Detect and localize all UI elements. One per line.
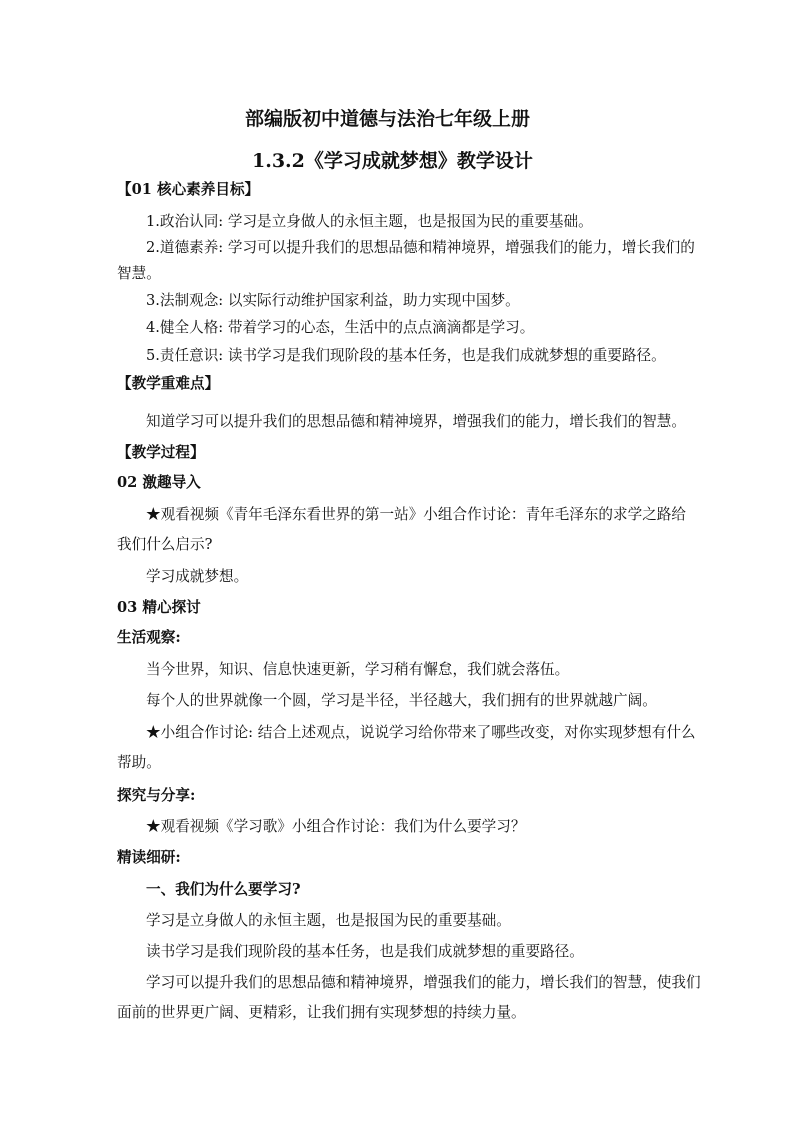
goal-item-1: 1.政治认同: 学习是立身做人的永恒主题，也是报国为民的重要基础。 <box>146 213 593 230</box>
study-paragraph-3-cont: 面前的世界更广阔、更精彩，让我们拥有实现梦想的持续力量。 <box>117 1004 526 1021</box>
goal-item-2: 2.道德素养: 学习可以提升我们的思想品德和精神境界，增强我们的能力，增长我们的 <box>146 239 695 256</box>
observe-paragraph-2: 每个人的世界就像一个圆，学习是半径，半径越大，我们拥有的世界就越广阔。 <box>146 692 657 709</box>
study-paragraph-3: 学习可以提升我们的思想品德和精神境界，增强我们的能力，增长我们的智慧，使我们 <box>146 974 701 991</box>
goal-item-5: 5.责任意识: 读书学习是我们现阶段的基本任务，也是我们成就梦想的重要路径。 <box>146 347 666 364</box>
study-question-1: 一、我们为什么要学习? <box>146 881 301 898</box>
goal-item-3: 3.法制观念: 以实际行动维护国家利益，助力实现中国梦。 <box>146 292 520 309</box>
document-title: 部编版初中道德与法治七年级上册 <box>245 108 531 130</box>
share-heading: 探究与分享: <box>117 787 196 804</box>
intro-line-1: ★观看视频《青年毛泽东看世界的第一站》小组合作讨论：青年毛泽东的求学之路给 <box>146 506 686 523</box>
section-heading-goals: 【01 核心素养目标】 <box>117 181 260 198</box>
observe-paragraph-3: ★小组合作讨论: 结合上述观点，说说学习给你带来了哪些改变，对你实现梦想有什么 <box>146 724 696 741</box>
subsection-heading-intro: 02 激趣导入 <box>117 474 201 491</box>
goal-item-2-cont: 智慧。 <box>117 265 161 282</box>
observe-paragraph-3-cont: 帮助。 <box>117 754 161 771</box>
observe-paragraph-1: 当今世界，知识、信息快速更新，学习稍有懈怠，我们就会落伍。 <box>146 661 570 678</box>
study-heading: 精读细研: <box>117 849 181 866</box>
observe-heading: 生活观察: <box>117 629 181 646</box>
intro-answer: 学习成就梦想。 <box>146 568 249 585</box>
study-paragraph-1: 学习是立身做人的永恒主题，也是报国为民的重要基础。 <box>146 912 511 929</box>
section-heading-keypoints: 【教学重难点】 <box>117 375 220 392</box>
goal-item-4: 4.健全人格: 带着学习的心态，生活中的点点滴滴都是学习。 <box>146 319 535 336</box>
intro-line-2: 我们什么启示? <box>117 536 213 553</box>
share-paragraph-1: ★观看视频《学习歌》小组合作讨论：我们为什么要学习？ <box>146 818 526 835</box>
subsection-heading-explore: 03 精心探讨 <box>117 599 201 616</box>
study-paragraph-2: 读书学习是我们现阶段的基本任务，也是我们成就梦想的重要路径。 <box>146 943 584 960</box>
section-heading-process: 【教学过程】 <box>117 444 205 461</box>
keypoints-text: 知道学习可以提升我们的思想品德和精神境界，增强我们的能力，增长我们的智慧。 <box>146 413 686 430</box>
document-subtitle: 1.3.2《学习成就梦想》教学设计 <box>252 150 533 172</box>
